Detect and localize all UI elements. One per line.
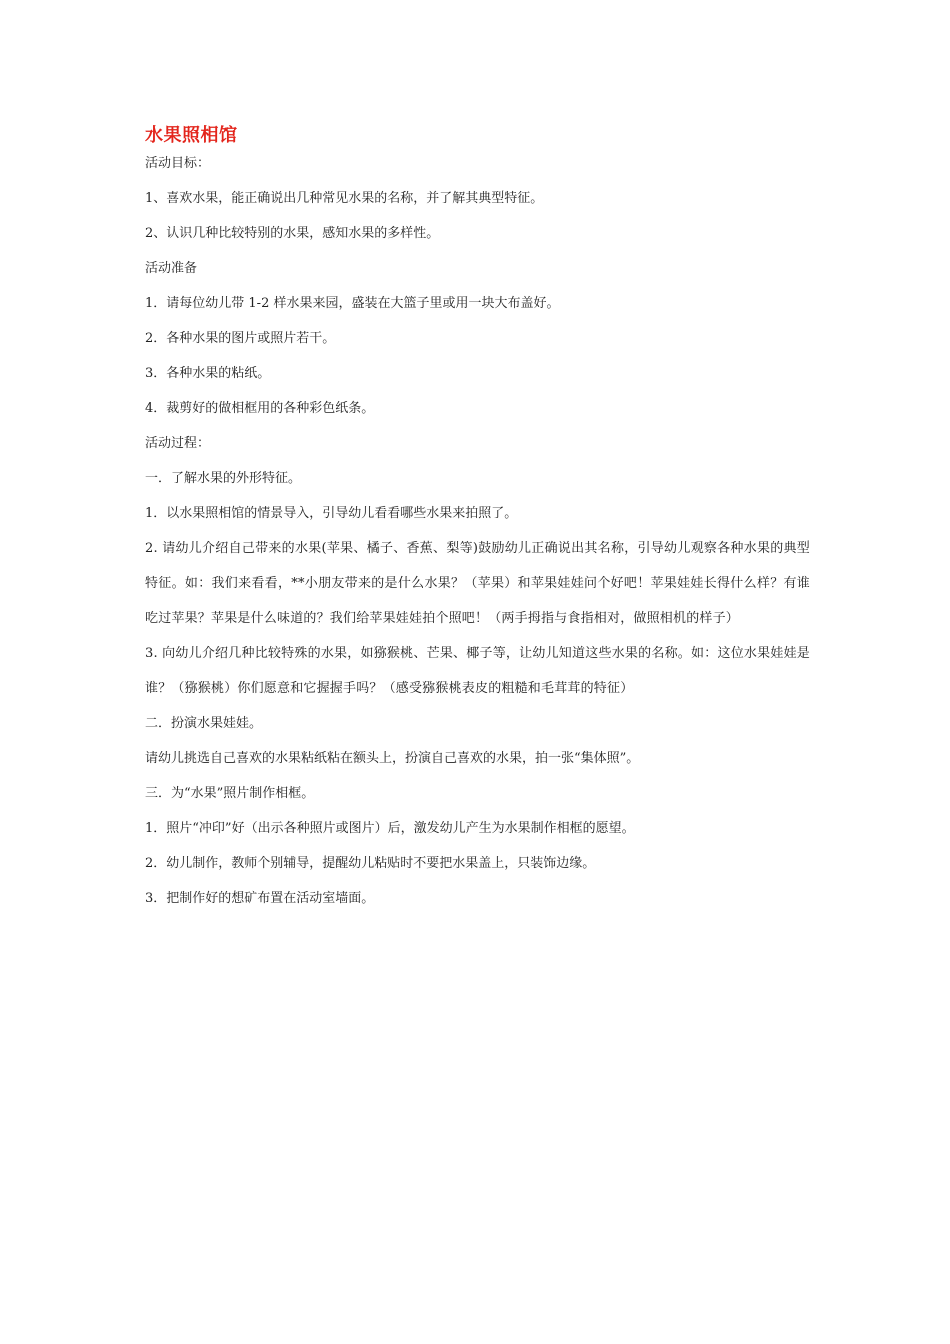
- document-page: [145, 122, 810, 916]
- paragraph-preparation-1: 1．请每位幼儿带 1-2 样水果来园，盛装在大篮子里或用一块大布盖好。: [145, 296, 560, 311]
- paragraph-section-one: 一．了解水果的外形特征。: [145, 471, 302, 486]
- paragraph-goal-2: 2、认识几种比较特别的水果，感知水果的多样性。: [145, 226, 440, 241]
- paragraph-section-three: 三．为“水果”照片制作相框。: [145, 786, 315, 801]
- paragraph-section-two: 二．扮演水果娃娃。: [145, 716, 263, 731]
- paragraph-step-3-3: 3．把制作好的想矿布置在活动室墙面。: [145, 891, 375, 906]
- paragraph-process-heading: 活动过程：: [145, 436, 211, 451]
- paragraph-step-1-3: 3. 向幼儿介绍几种比较特殊的水果，如猕猴桃、芒果、椰子等，让幼儿知道这些水果的名称。如：这位水果娃娃是谁？（猕猴桃）你们愿意和它握握手吗？（感受猕猴桃表皮的粗糙和毛茸茸的特征）: [145, 646, 810, 696]
- paragraph-goal-1: 1、喜欢水果，能正确说出几种常见水果的名称，并了解其典型特征。: [145, 191, 544, 206]
- paragraph-preparation-2: 2．各种水果的图片或照片若干。: [145, 331, 336, 346]
- paragraph-step-3-2: 2．幼儿制作，教师个别辅导，提醒幼儿粘贴时不要把水果盖上，只装饰边缘。: [145, 856, 596, 871]
- paragraph-preparation-heading: 活动准备: [145, 261, 198, 276]
- paragraph-preparation-3: 3．各种水果的粘纸。: [145, 366, 271, 381]
- document-title: 水果照相馆: [145, 125, 238, 146]
- paragraph-step-1-1: 1．以水果照相馆的情景导入，引导幼儿看看哪些水果来拍照了。: [145, 506, 518, 521]
- paragraph-goals-heading: 活动目标：: [145, 156, 211, 171]
- paragraph-step-1-2: 2. 请幼儿介绍自己带来的水果(苹果、橘子、香蕉、梨等)鼓励幼儿正确说出其名称，引导幼儿观察各种水果的典型特征。如：我们来看看，**小朋友带来的是什么水果？（苹果）和苹果娃娃问个好吧！苹果娃娃长得什么样？有谁吃过苹果？苹果是什么味道的？我们给苹果娃娃拍个照吧！（两手拇指与食指相对，做照相机的样子）: [145, 541, 810, 626]
- paragraph-step-3-1: 1．照片“冲印”好（出示各种照片或图片）后，激发幼儿产生为水果制作相框的愿望。: [145, 821, 635, 836]
- paragraph-step-2: 请幼儿挑选自己喜欢的水果粘纸粘在额头上，扮演自己喜欢的水果，拍一张“集体照”。: [145, 751, 640, 766]
- paragraph-preparation-4: 4．裁剪好的做相框用的各种彩色纸条。: [145, 401, 375, 416]
